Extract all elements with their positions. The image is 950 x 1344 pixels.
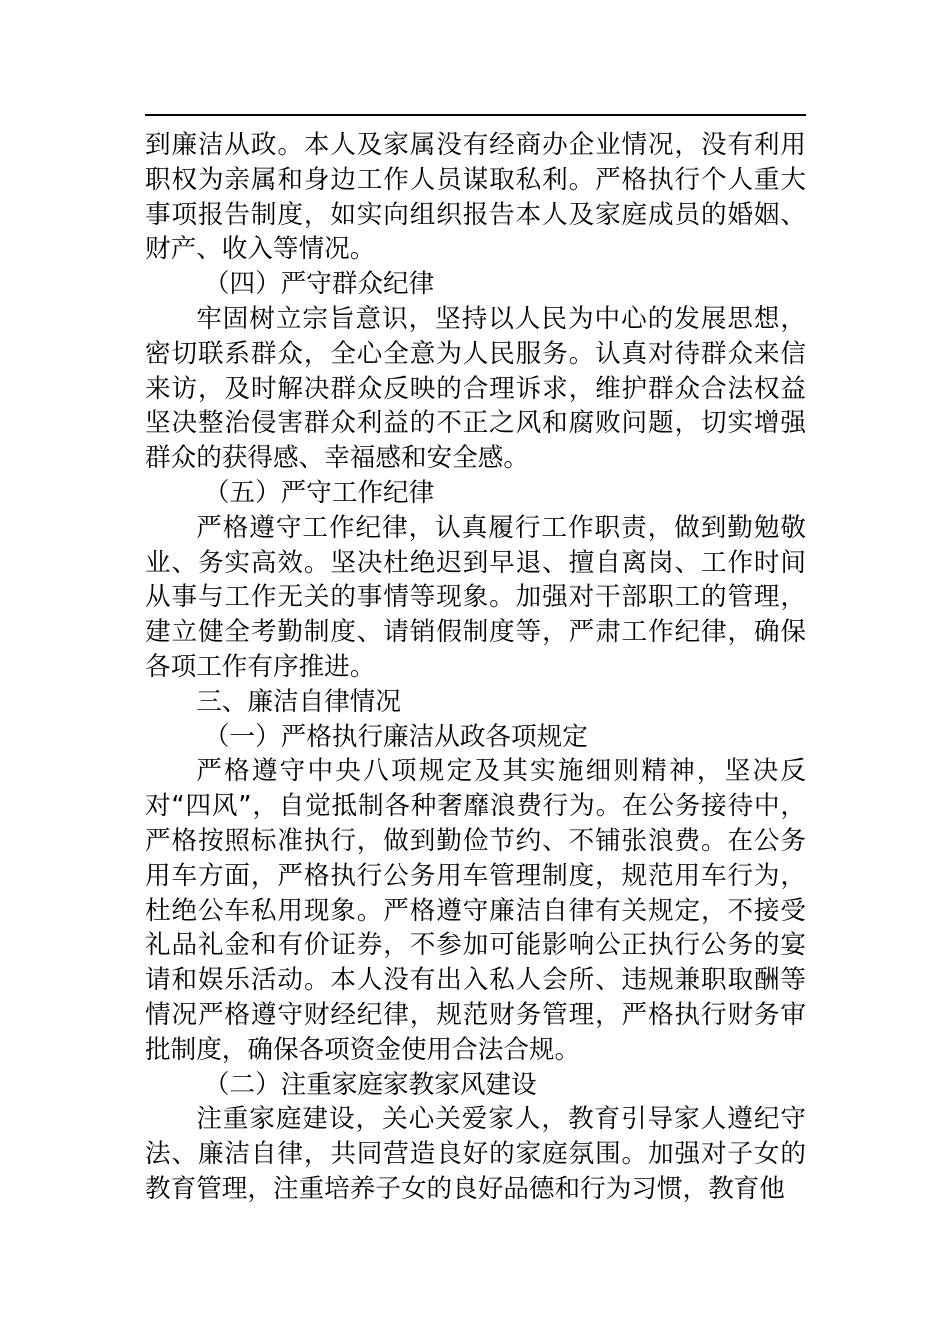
subheading-work-discipline: （五）严守工作纪律 — [203, 477, 435, 508]
subheading-family-tradition: （二）注重家庭家教家风建设 — [203, 1069, 537, 1100]
subheading-integrity-rules: （一）严格执行廉洁从政各项规定 — [203, 721, 588, 752]
paragraph-work-discipline: 严格遵守工作纪律，认真履行工作职责，做到勤勉敬业、务实高效。坚决杜绝迟到早退、擅自离岗、工作时间从事与工作无关的事情等现象。加强对干部职工的管理，建立健全考勤制度、请销假制度等，严肃工作纪律，确保各项工作有序推进。 — [145, 512, 806, 682]
section-heading-integrity: 三、廉洁自律情况 — [196, 686, 401, 717]
header-rule — [145, 114, 806, 116]
paragraph-mass-discipline: 牢固树立宗旨意识，坚持以人民为中心的发展思想，密切联系群众，全心全意为人民服务。认真对待群众来信来访，及时解决群众反映的合理诉求，维护群众合法权益坚决整治侵害群众利益的不正之风和腐败问题，切实增强群众的获得感、幸福感和安全感。 — [145, 303, 806, 474]
document-body — [145, 128, 806, 1207]
paragraph-family-tradition: 注重家庭建设，关心关爱家人，教育引导家人遵纪守法、廉洁自律，共同营造良好的家庭氛围。加强对子女的教育管理，注重培养子女的良好品德和行为习惯，教育他 — [145, 1104, 806, 1204]
paragraph-continuation: 到廉洁从政。本人及家属没有经商办企业情况，没有利用职权为亲属和身边工作人员谋取私利。严格执行个人重大事项报告制度，如实向组织报告本人及家庭成员的婚姻、财产、收入等情况。 — [145, 130, 806, 265]
paragraph-integrity-rules: 严格遵守中央八项规定及其实施细则精神，坚决反对“四风”，自觉抵制各种奢靡浪费行为。在公务接待中，严格按照标准执行，做到勤俭节约、不铺张浪费。在公务用车方面，严格执行公务用车管理制度，规范用车行为，杜绝公车私用现象。严格遵守廉洁自律有关规定，不接受礼品礼金和有价证券，不参加可能影响公正执行公务的宴请和娱乐活动。本人没有出入私人会所、违规兼职取酬等情况严格遵守财经纪律，规范财务管理，严格执行财务审批制度，确保各项资金使用合法合规。 — [145, 756, 806, 1065]
subheading-mass-discipline: （四）严守群众纪律 — [203, 269, 435, 300]
